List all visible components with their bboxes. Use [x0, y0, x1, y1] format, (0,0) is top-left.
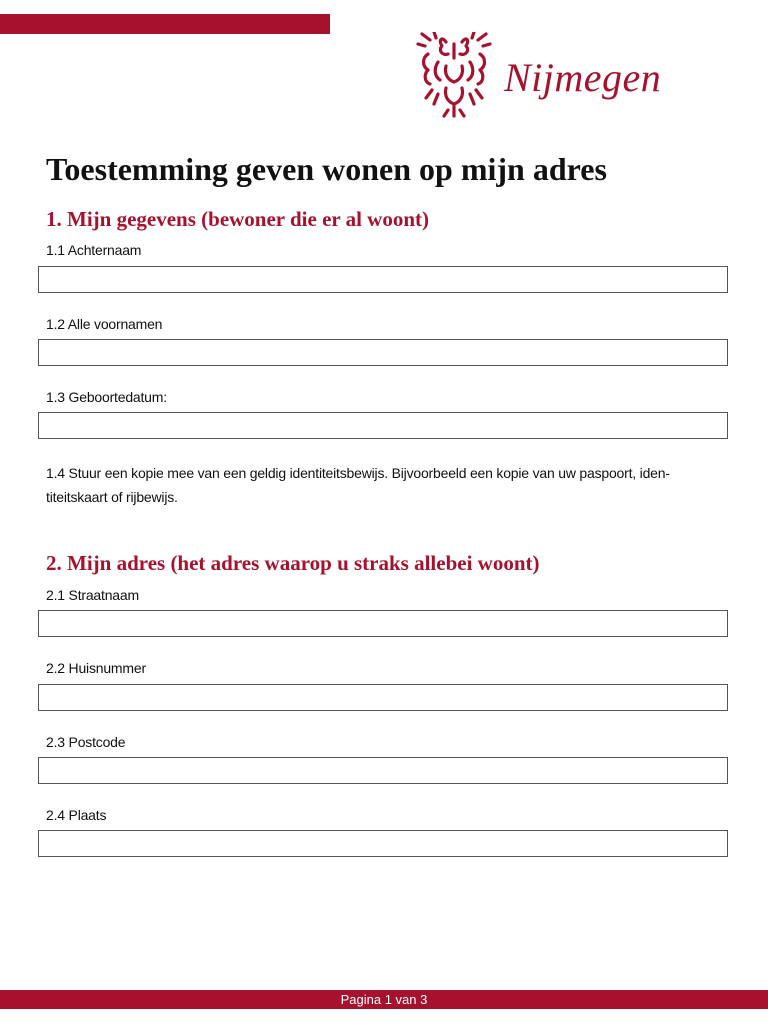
logo-wordmark: Nijmegen — [504, 55, 662, 100]
page-title: Toestemming geven wonen op mijn adres — [46, 151, 607, 187]
achternaam-input[interactable] — [38, 266, 728, 293]
id-copy-note: 1.4 Stuur een kopie mee van een geldig identiteitsbewijs. Bijvoorbeeld een kopie van uw paspoort, iden-titeitskaart of rijbewijs. — [46, 465, 670, 505]
voornamen-input[interactable] — [38, 339, 728, 366]
straatnaam-input[interactable] — [38, 610, 728, 637]
nijmegen-logo — [416, 32, 686, 118]
lion-crest-icon — [416, 32, 492, 118]
label-postcode: 2.3 Postcode — [46, 734, 126, 750]
label-achternaam: 1.1 Achternaam — [46, 242, 142, 258]
label-straatnaam: 2.1 Straatnaam — [46, 587, 139, 603]
page-number: Pagina 1 van 3 — [340, 992, 428, 1007]
section-heading-address: 2. Mijn adres (het adres waarop u straks allebei woont) — [46, 551, 540, 575]
page-footer — [0, 990, 768, 1009]
top-accent-bar — [0, 14, 330, 34]
label-geboortedatum: 1.3 Geboortedatum: — [46, 389, 167, 405]
label-plaats: 2.4 Plaats — [46, 807, 107, 823]
geboortedatum-input[interactable] — [38, 412, 728, 439]
label-voornamen: 1.2 Alle voornamen — [46, 316, 163, 332]
label-huisnummer: 2.2 Huisnummer — [46, 660, 146, 676]
plaats-input[interactable] — [38, 830, 728, 857]
postcode-input[interactable] — [38, 757, 728, 784]
huisnummer-input[interactable] — [38, 684, 728, 711]
section-heading-personal-details: 1. Mijn gegevens (bewoner die er al woont) — [46, 207, 430, 231]
